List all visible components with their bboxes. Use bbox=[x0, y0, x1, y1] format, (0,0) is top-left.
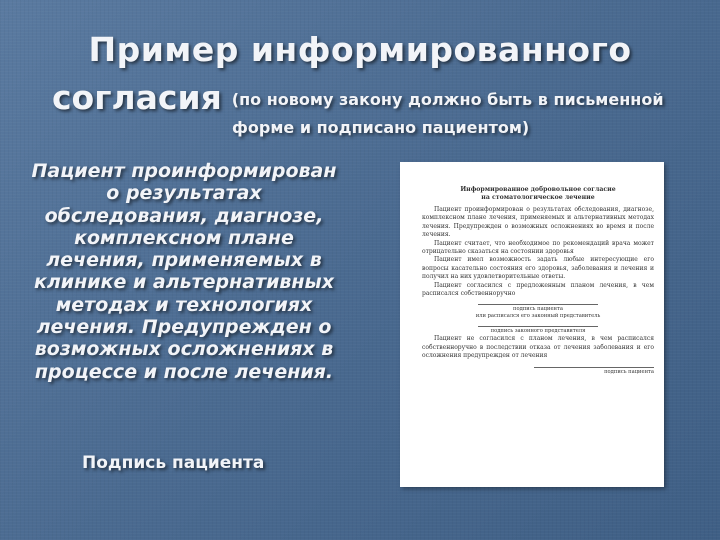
representative-caption: или расписался его законный представитель bbox=[475, 313, 601, 320]
document-title-line1: Информированное добровольное согласие bbox=[460, 186, 616, 193]
slide-title-line1: Пример информированного bbox=[88, 30, 632, 69]
slide-title-subnote-cont: форме и подписано пациентом) bbox=[232, 118, 530, 137]
document-paragraph-5: Пациент не согласился с планом лечения, в чем расписался собственноручно в последствии отказа от лечения заболевания и его осложнения предупрежден от лечения bbox=[422, 335, 654, 360]
signature-caption: подпись пациента bbox=[513, 306, 563, 313]
slide-title-subnote: (по новому закону должно быть в письменной bbox=[231, 90, 664, 109]
consent-description: Пациент проинформирован о результатах обследования, диагнозе, комплексном плане лечения, применяемых в клинике и альтернативных методах и технологиях лечения. Предупрежден о возможных осложнениях в процессе и после лечения. bbox=[31, 160, 337, 383]
patient-signature-label: Подпись пациента bbox=[82, 453, 265, 473]
signature-line bbox=[478, 304, 598, 305]
signature-line bbox=[534, 367, 654, 368]
document-paragraph-2: Пациент считает, что необходимое по рекомендаций врача может отрицательно сказаться на состоянии здоровья bbox=[422, 239, 654, 256]
slide-title-main: согласия bbox=[52, 78, 222, 117]
slide-title-line2 bbox=[52, 78, 664, 117]
document-paragraph-1: Пациент проинформирован о результатах обследования, диагнозе, комплексном плане лечения, применяемых и альтернативных методах лечения. Предупрежден о возможных осложнениях во время и после лечения. bbox=[422, 206, 654, 239]
consent-document-image bbox=[400, 162, 664, 487]
refusal-signature-caption: подпись пациента bbox=[604, 368, 654, 375]
document-title bbox=[422, 186, 654, 202]
document-title-line2: на стоматологическое лечение bbox=[481, 194, 595, 201]
signature-line bbox=[478, 326, 598, 327]
representative-signature-caption: подпись законного представителя bbox=[490, 328, 586, 335]
document-paragraph-3: Пациент имел возможность задать любые интересующие его вопросы касательно состояния его здоровья, заболевания и лечения и получил на них удовлетворительные ответы. bbox=[422, 256, 654, 281]
consent-document-content bbox=[422, 186, 654, 376]
document-paragraph-4: Пациент согласился с предложенным планом лечения, в чем расписался собственноручно bbox=[422, 281, 654, 298]
